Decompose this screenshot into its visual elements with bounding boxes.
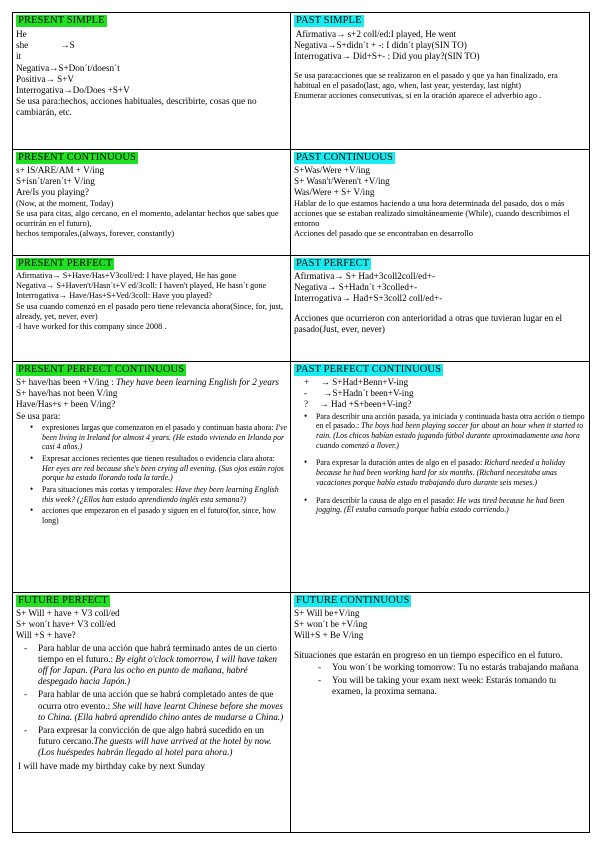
usage-list [294,662,586,698]
usage-text: Expresar acciones recientes que tienen resultados o evidencia clara ahora: [42,453,275,463]
usage-text: expresiones largas que comenzaron en el pasado y continuan hasta ahora: [42,422,276,432]
text-line: S+ Wasn't/Weren't +V/ing [294,176,390,187]
example-text: I've been living in Ireland for almost 4 years. (He estado viviendo en Irlanda por casi 4 años.) [42,422,287,452]
usage-text: Para situaciones más cortas y temporales: [42,485,176,495]
text-line: (Now, at the moment, Today) [16,198,114,208]
text-line: S+ Will be+V/ing [294,608,360,618]
tenses-table [12,12,590,833]
tenses-page [12,12,589,833]
past-perfect-title: PAST PERFECT [296,258,370,269]
text-line: Will +S + have? [16,630,76,641]
present-continuous-cell [13,150,291,256]
example-text: Her eyes are red because she's been crying all evening. (Sus ojos están rojos porque ha estado llorando toda la tarde.) [42,463,284,483]
usage-text: Para hablar de una acción que habrá terminado antes de un cierto tiempo en el futuro.: [38,642,278,664]
list-item [38,725,287,759]
list-item [42,506,287,525]
usage-text: Se usa para:acciones que se realizaron en el pasado y que ya han finalizado, era habitual en el pasado(last, ago, when, last year, yesterday, last night) [294,70,558,90]
example-text: I will have made my birthday cake by next Sunday [18,760,206,771]
text-line: Will+S + Be V/ing [294,630,364,641]
text-line: Have/Has+s + been V/ing? [16,399,116,410]
usage-text: Hablar de lo que estamos haciendo a una hora determinada del pasado, dos o más acciones que se estaban realizado simultáneamente (While), cuando describimos el entorno [294,198,570,229]
text-line: Interrogativa→ Did+S+- : Did you play?(SIN TO) [294,51,480,62]
future-perfect-cell [13,593,291,833]
list-item [316,412,586,451]
present-perfect-continuous-title: PRESENT PERFECT CONTINUOUS [18,364,185,375]
past-continuous-title: PAST CONTINUOUS [296,152,393,163]
past-continuous-cell [291,150,590,256]
text-line: He [16,29,27,39]
list-item [316,458,586,487]
text-line: S+Was/Were +V/ing [294,165,370,175]
list-item [316,496,586,515]
text-line: Negativa→S+didn´t + -: I didn´t play(SIN TO) [294,40,467,51]
text-line: Interrogativa→ Had+S+3coll2 coll/ed+- [294,293,443,304]
text-line: ? → Had +S+been+V-ing? [304,399,412,410]
present-perfect-cell [13,256,291,362]
structure-text: S+ have/has been +V/ing : [16,377,116,387]
past-perfect-continuous-title: PAST PERFECT CONTINUOUS [296,364,442,375]
text-line: hechos temporales,(always, forever, constantly) [16,229,175,239]
text-line [16,377,287,388]
usage-text: Enumerar acciones consecutivas, si en la oración aparece el adverbio ago . [294,91,542,101]
present-simple-cell [13,13,291,150]
usage-text: acciones que empezaron en el pasado y siguen en el futuro(for, since, how long) [42,506,277,526]
text-line: Afirmativa→ S+ Had+3coll2coll/ed+- [294,271,436,281]
text-line: Se usa para: [16,410,61,421]
usage-text: Acciones que ocurrieron con anterioridad a otras que tuvieran lugar en el pasado(Just, ever, never) [294,312,563,334]
text-line: Negativa→ S+Haven't/Hasn´t+V ed/3coll: I haven't played, He hasn´t gone [16,281,267,291]
list-item: - You will be taking your exam next week: Estarás tomando tu examen, la proxima semana. [332,675,586,697]
text-line: Afirmativa→ s+2 coll/ed:I played, He went [294,29,457,39]
text-line: S+ Will + have + V3 coll/ed [16,608,120,618]
list-item [42,423,287,452]
present-simple-title: PRESENT SIMPLE [18,15,105,26]
list-item [42,485,287,504]
text-line: Negativa→ S+Hadn´t +3colled+- [294,282,418,293]
list-item [42,454,287,483]
usage-text: Se usa cuando comenzó en el pasado pero tiene relevancia ahora(Since, for, just, already, yet, never, ever) [16,301,284,321]
usage-text: Para describir una acción pasada, ya iniciada y continuada hasta otra acción o tiempo en el pasado.: [316,411,585,431]
usage-list [16,423,287,526]
text-line: Negativa→S+Don´t/doesn´t [16,62,120,73]
usage-list [294,412,586,515]
past-perfect-continuous-cell [291,362,590,593]
text-line: Interrogativa→ Have/Has+S+Ved/3coll: Have you played? [16,291,212,301]
text-line: Acciones del pasado que se encontraban en desarrollo [294,229,474,239]
usage-text: Se usa para citas, algo cercano, en el momento, adelantar hechos que sabes que ocurrirán en el futuro), [16,208,279,229]
future-continuous-cell [291,593,590,833]
list-item: - You won´t be working tomorrow: Tu no estarás trabajando mañana [332,662,586,673]
present-perfect-continuous-cell [13,362,291,593]
example-text: By eight o'clock tomorrow, I will have taken off for Japan. (Para las ocho en punto de mañana, habré despegado hacia Japón.) [38,653,277,687]
past-perfect-cell [291,256,590,362]
example-text: Have they been learning English this week? (¿Ellos han estado aprendiendo inglés esta semana?) [42,485,279,504]
usage-text: Para describir la causa de algo en el pasado: [316,495,457,505]
example-text: -I have worked for this company since 2008 . [16,322,167,332]
usage-text: Para hablar de una acción que se habrá completado antes de que ocurra otro evento.: [38,689,274,711]
past-simple-title: PAST SIMPLE [296,15,362,26]
example-text: She will have learnt Chinese before she moves to China. (Ella habrá aprendido chino antes de mudarse a China.) [38,700,284,722]
example-text: They have been learning English for 2 years [115,377,279,387]
present-continuous-title: PRESENT CONTINUOUS [18,152,136,163]
text-line: - →S+Hadn´t been+V-ing [304,388,414,399]
example-text: Richard needed a holiday because he had been working hard for six months. (Richard necesitaba unas vacaciones porque había estado trabajando duro durante seis meses.) [316,458,566,487]
present-perfect-title: PRESENT PERFECT [18,258,113,269]
text-line: S+ have/has not been V/ing [16,388,118,399]
past-simple-cell [291,13,590,150]
usage-text: Situaciones que estarán en progreso en un tiempo específico en el futuro. [294,649,563,660]
text-line: Positiva→ S+V [16,73,75,84]
usage-text: Para expresar la duración antes de algo en el pasado: [316,458,485,468]
usage-text: Para expresar la convicción de que algo habrá sucedido en un futuro cercano. [38,725,265,747]
text-line: S+isn´t/aren´t+ V/ing [16,176,95,187]
usage-list [16,643,287,759]
usage-text: Se usa para:hechos, acciones habituales, describirte, cosas que no cambiarán, etc. [16,96,257,118]
text-line: + → S+Had+Benn+V-ing [304,377,409,387]
text-line: Was/Were + S+ V/ing [294,187,375,198]
example-text: The boys had been playing soccer for about an hour when it started to rain. (Los chicos habían estado jugando fútbol durante aproximadamente una hora cuando comenzó a llover.) [316,421,584,450]
list-item [38,689,287,723]
future-perfect-title: FUTURE PERFECT [18,595,108,606]
example-text: He was tired because he had been jogging. (Él estaba cansado porque había estado corriendo.) [316,495,565,515]
example-text: The guests will have arrived at the hotel by now. (Los huéspedes habrán llegado al hotel para ahora.) [38,736,272,758]
text-line: S+ won´t have+ V3 coll/ed [16,619,116,630]
text-line: Are/Is you playing? [16,187,89,198]
text-line: she →S [16,40,75,51]
text-line: s+ IS/ARE/AM + V/ing [16,165,105,175]
text-line: Afirmativa→ S+Have/Has+V3coll/ed: I have played, He has gone [16,271,237,280]
text-line: it [16,51,22,62]
text-line: S+ won´t be +V/ing [294,619,368,630]
list-item [38,643,287,688]
future-continuous-title: FUTURE CONTINUOUS [296,595,410,606]
text-line: Interrogativa→Do/Does +S+V [16,85,130,96]
